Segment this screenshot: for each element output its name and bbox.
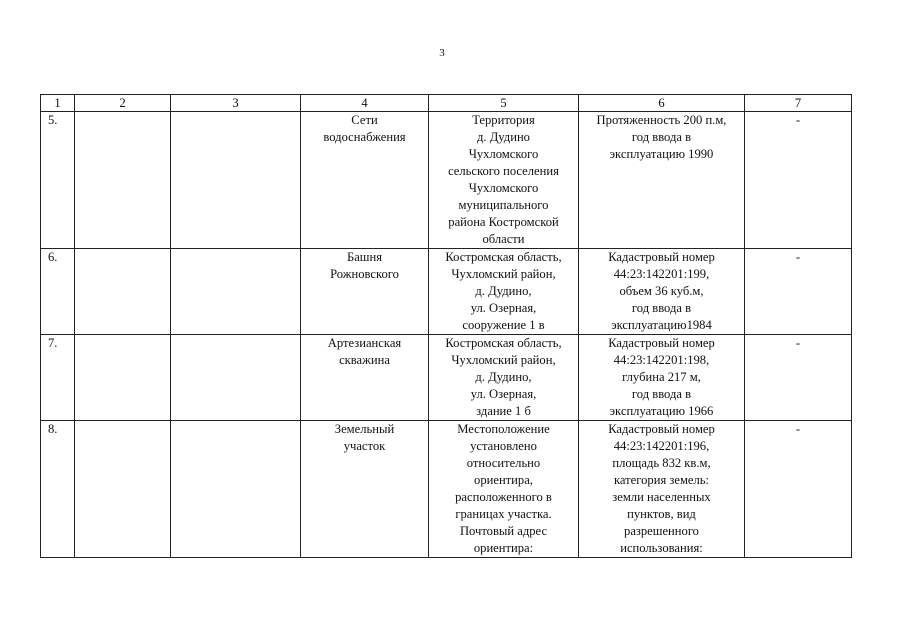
page-number: 3: [439, 47, 445, 59]
row-number-cell: 5.: [41, 112, 75, 249]
row-number-cell: 8.: [41, 421, 75, 558]
object-name-cell: [301, 421, 429, 558]
row-number-cell: 7.: [41, 335, 75, 421]
location-line: сооружение 1 в: [462, 318, 545, 332]
column-2-cell: [75, 112, 171, 249]
characteristics-line: 44:23:142201:199,: [613, 267, 710, 281]
location-line: Чухломский район,: [451, 267, 556, 281]
characteristics-line: 44:23:142201:196,: [613, 439, 710, 453]
column-3-cell: [171, 249, 301, 335]
table-header-row: [41, 95, 852, 112]
characteristics-line: год ввода в: [631, 387, 692, 401]
location-line: Чухломского: [468, 147, 539, 161]
object-location-cell: [429, 335, 579, 421]
characteristics-line: категория земель:: [613, 473, 710, 487]
row-number-cell: 6.: [41, 249, 75, 335]
characteristics-line: разрешенного: [624, 524, 699, 538]
location-line: сельского поселения: [448, 164, 559, 178]
table-row: [41, 335, 852, 421]
location-line: Костромская область,: [445, 336, 562, 350]
header-cell-7: 7: [745, 95, 852, 112]
location-line: д. Дудино: [477, 130, 530, 144]
characteristics-line: Кадастровый номер: [608, 250, 715, 264]
column-3-cell: [171, 112, 301, 249]
header-cell-3: 3: [171, 95, 301, 112]
column-7-cell: -: [745, 112, 852, 249]
location-line: Территория: [472, 113, 535, 127]
column-2-cell: [75, 421, 171, 558]
characteristics-line: эксплуатацию1984: [611, 318, 712, 332]
object-location-cell: [429, 249, 579, 335]
column-3-cell: [171, 335, 301, 421]
location-line: ориентира,: [474, 473, 533, 487]
object-characteristics-cell: [579, 421, 745, 558]
header-cell-5: 5: [429, 95, 579, 112]
location-line: ориентира:: [473, 541, 534, 555]
name-line: скважина: [339, 353, 390, 367]
location-line: муниципального: [458, 198, 549, 212]
characteristics-line: эксплуатацию 1966: [609, 404, 714, 418]
object-location-cell: [429, 421, 579, 558]
location-line: Почтовый адрес: [459, 524, 548, 538]
name-line: Земельный: [334, 422, 395, 436]
location-line: границах участка.: [455, 507, 552, 521]
characteristics-line: Кадастровый номер: [608, 336, 715, 350]
location-line: области: [482, 232, 525, 246]
column-7-cell: -: [745, 249, 852, 335]
characteristics-line: Кадастровый номер: [608, 422, 715, 436]
object-name-cell: [301, 335, 429, 421]
characteristics-line: Протяженность 200 п.м,: [596, 113, 727, 127]
location-line: ул. Озерная,: [470, 387, 537, 401]
location-line: Чухломский район,: [451, 353, 556, 367]
name-line: Артезианская: [327, 336, 402, 350]
location-line: относительно: [466, 456, 541, 470]
characteristics-line: объем 36 куб.м,: [619, 284, 704, 298]
header-cell-2: 2: [75, 95, 171, 112]
characteristics-line: пунктов, вид: [627, 507, 696, 521]
location-line: Костромская область,: [445, 250, 562, 264]
location-line: района Костромской: [448, 215, 559, 229]
characteristics-line: эксплуатацию 1990: [609, 147, 714, 161]
header-cell-4: 4: [301, 95, 429, 112]
column-7-cell: -: [745, 335, 852, 421]
characteristics-line: год ввода в: [631, 130, 692, 144]
location-line: Чухломского: [468, 181, 539, 195]
name-line: Сети: [351, 113, 378, 127]
characteristics-line: глубина 217 м,: [622, 370, 701, 384]
object-characteristics-cell: [579, 335, 745, 421]
header-cell-6: 6: [579, 95, 745, 112]
column-7-cell: -: [745, 421, 852, 558]
location-line: установлено: [470, 439, 537, 453]
object-location-cell: [429, 112, 579, 249]
location-line: расположенного в: [455, 490, 552, 504]
header-cell-1: 1: [41, 95, 75, 112]
location-line: д. Дудино,: [475, 370, 532, 384]
object-name-cell: [301, 249, 429, 335]
characteristics-line: использования:: [620, 541, 703, 555]
name-line: водоснабжения: [323, 130, 406, 144]
location-line: здание 1 б: [476, 404, 531, 418]
characteristics-line: 44:23:142201:198,: [613, 353, 710, 367]
table-row: [41, 112, 852, 249]
column-3-cell: [171, 421, 301, 558]
location-line: ул. Озерная,: [470, 301, 537, 315]
table-row: [41, 249, 852, 335]
characteristics-line: год ввода в: [631, 301, 692, 315]
location-line: Местоположение: [457, 422, 550, 436]
object-characteristics-cell: [579, 112, 745, 249]
characteristics-line: площадь 832 кв.м,: [612, 456, 711, 470]
column-2-cell: [75, 335, 171, 421]
name-line: Рожновского: [330, 267, 399, 281]
object-name-cell: [301, 112, 429, 249]
location-line: д. Дудино,: [475, 284, 532, 298]
name-line: Башня: [346, 250, 383, 264]
name-line: участок: [343, 439, 386, 453]
registry-table: [40, 94, 852, 558]
characteristics-line: земли населенных: [612, 490, 711, 504]
column-2-cell: [75, 249, 171, 335]
object-characteristics-cell: [579, 249, 745, 335]
table-row: [41, 421, 852, 558]
